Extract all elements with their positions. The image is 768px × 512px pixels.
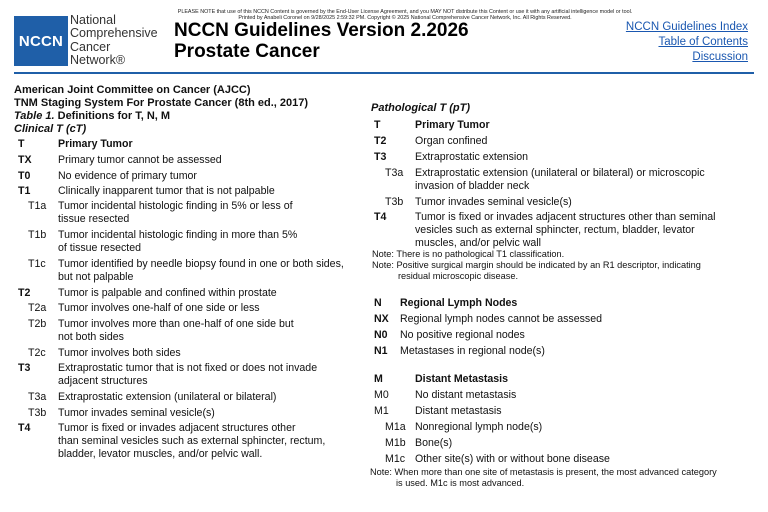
desc-cell: Distant metastasis — [415, 405, 502, 417]
code-cell: T2 — [18, 287, 31, 299]
desc-cell: Bone(s) — [415, 437, 453, 449]
desc-line: but not palpable — [58, 271, 134, 283]
desc-cell: Regional lymph nodes cannot be assessed — [400, 313, 603, 325]
desc-cell: No evidence of primary tumor — [58, 170, 197, 182]
desc-cell: Regional Lymph Nodes — [400, 297, 518, 309]
desc-cell: No distant metastasis — [415, 389, 517, 401]
logo-line: National — [70, 13, 116, 27]
table-row — [374, 373, 508, 386]
table-row — [28, 407, 363, 420]
code-cell: T2a — [28, 302, 47, 314]
code-cell: T1c — [28, 258, 46, 270]
pathological-t-title: Pathological T (pT) — [371, 102, 470, 114]
desc-line: Extraprostatic tumor that is not fixed or does not invade — [58, 362, 318, 374]
code-cell: T1a — [28, 200, 47, 212]
table-row — [28, 391, 363, 404]
desc-line: than seminal vesicles such as external sphincter, rectum, — [58, 435, 326, 447]
discussion-link[interactable]: Discussion — [692, 51, 748, 63]
desc-line: of tissue resected — [58, 242, 142, 254]
desc-cell — [58, 258, 368, 284]
desc-cell: Tumor involves both sides — [58, 347, 181, 359]
clinical-t-title: Clinical T (cT) — [14, 123, 87, 135]
desc-cell: Primary Tumor — [415, 119, 490, 131]
table-row — [28, 318, 363, 344]
desc-cell — [58, 422, 363, 461]
code-cell: T0 — [18, 170, 31, 182]
code-cell: T — [374, 119, 381, 131]
desc-cell: Primary Tumor — [58, 138, 133, 150]
page-title — [174, 20, 469, 62]
desc-cell: Clinically inapparent tumor that is not palpable — [58, 185, 275, 197]
code-cell: TX — [18, 154, 32, 166]
note-line: is used. M1c is most advanced. — [396, 478, 525, 488]
logo-line: Comprehensive — [70, 26, 158, 41]
code-cell: T2b — [28, 318, 47, 330]
table-row — [28, 200, 363, 226]
code-cell: N — [374, 297, 382, 309]
code-cell: NX — [374, 313, 389, 325]
table-row — [385, 421, 760, 434]
desc-line: Tumor involves more than one-half of one side but — [58, 318, 294, 330]
ajcc-title: American Joint Committee on Cancer (AJCC) — [14, 84, 251, 96]
desc-cell — [415, 211, 759, 250]
table-row — [28, 229, 363, 255]
desc-cell: Organ confined — [415, 135, 488, 147]
desc-cell: Distant Metastasis — [415, 373, 509, 385]
desc-cell — [58, 200, 363, 226]
table-title: Definitions for T, N, M — [54, 110, 171, 122]
desc-cell: Extraprostatic extension (unilateral or bilateral) — [58, 391, 277, 403]
desc-cell: Tumor invades seminal vesicle(s) — [415, 196, 572, 208]
desc-line: adjacent structures — [58, 375, 148, 387]
desc-line: Tumor is fixed or invades adjacent structures other than seminal — [415, 211, 716, 223]
table-row — [385, 196, 755, 209]
nccn-logo-text — [70, 14, 158, 67]
code-cell: T3 — [18, 362, 31, 374]
nccn-logo — [14, 16, 68, 66]
note-line: Note: There is no pathological T1 classification. — [372, 249, 565, 259]
code-cell: T1 — [18, 185, 31, 197]
code-cell: T3a — [28, 391, 47, 403]
desc-cell: Nonregional lymph node(s) — [415, 421, 543, 433]
table-row — [18, 287, 363, 300]
table-row — [374, 151, 754, 164]
table-row — [18, 185, 363, 198]
code-cell: N0 — [374, 329, 388, 341]
guideline-nav — [626, 20, 748, 65]
desc-cell — [58, 318, 363, 344]
code-cell: T4 — [18, 422, 31, 434]
table-row — [374, 313, 754, 326]
header-divider — [14, 72, 754, 74]
code-cell: T2c — [28, 347, 46, 359]
desc-cell: Tumor is palpable and confined within prostate — [58, 287, 277, 299]
desc-line: Tumor is fixed or invades adjacent structures other — [58, 422, 296, 434]
table-row — [374, 329, 754, 342]
pathological-note — [372, 249, 701, 282]
desc-cell: Tumor involves one-half of one side or less — [58, 302, 260, 314]
desc-cell: No positive regional nodes — [400, 329, 525, 341]
desc-cell: Extraprostatic extension — [415, 151, 529, 163]
desc-line: Tumor identified by needle biopsy found in one or both sides, — [58, 258, 344, 270]
table-row — [18, 138, 133, 151]
table-caption — [14, 110, 308, 123]
desc-cell: Metastases in regional node(s) — [400, 345, 545, 357]
code-cell: M1 — [374, 405, 389, 417]
table-label: Table 1. — [14, 110, 55, 122]
code-cell: T2 — [374, 135, 387, 147]
title-line2: Prostate Cancer — [174, 41, 320, 62]
desc-cell — [415, 167, 760, 193]
code-cell: T3 — [374, 151, 387, 163]
desc-line: Extraprostatic extension (unilateral or bilateral) or microscopic — [415, 167, 705, 179]
table-row — [18, 422, 363, 461]
logo-line: Cancer — [70, 39, 111, 54]
code-cell: T3a — [385, 167, 404, 179]
desc-cell: Tumor invades seminal vesicle(s) — [58, 407, 215, 419]
table-row — [374, 297, 517, 310]
table-row — [28, 258, 368, 284]
table-row — [18, 362, 363, 388]
table-of-contents-link[interactable]: Table of Contents — [658, 36, 748, 48]
desc-line: tissue resected — [58, 213, 130, 225]
table-row — [18, 170, 363, 183]
guidelines-index-link[interactable]: NCCN Guidelines Index — [625, 21, 748, 33]
table-row — [374, 211, 759, 250]
code-cell: T3b — [385, 196, 404, 208]
title-line1: NCCN Guidelines Version 2.2026 — [174, 20, 469, 41]
metastasis-note — [370, 467, 717, 489]
desc-cell: Primary tumor cannot be assessed — [58, 154, 222, 166]
desc-line: invasion of bladder neck — [415, 180, 530, 192]
code-cell: T3b — [28, 407, 47, 419]
table-row — [374, 405, 754, 418]
table-row — [374, 135, 754, 148]
desc-line: vesicles such as external sphincter, rectum, bladder, levator — [415, 224, 695, 236]
table-row — [374, 119, 490, 132]
note-line: Note: Positive surgical margin should be indicated by an R1 descriptor, indicating — [372, 260, 701, 270]
desc-line: Tumor incidental histologic finding in more than 5% — [58, 229, 298, 241]
table-row — [28, 347, 363, 360]
desc-line: Tumor incidental histologic finding in 5% or less of — [58, 200, 293, 212]
nccn-logo-abbr: NCCN — [18, 32, 64, 50]
desc-line: not both sides — [58, 331, 124, 343]
code-cell: T — [18, 138, 25, 150]
table-row — [385, 453, 760, 466]
code-cell: M0 — [374, 389, 389, 401]
desc-line: bladder, levator muscles, and/or pelvic wall. — [58, 448, 263, 460]
table-row — [374, 345, 754, 358]
desc-cell: Other site(s) with or without bone disease — [415, 453, 610, 465]
desc-cell — [58, 229, 363, 255]
code-cell: N1 — [374, 345, 388, 357]
table-row — [18, 154, 363, 167]
code-cell: M — [374, 373, 383, 385]
table-row — [385, 167, 760, 193]
code-cell: M1a — [385, 421, 406, 433]
desc-line: muscles, and/or pelvic wall — [415, 237, 541, 249]
note-line: residual microscopic disease. — [398, 271, 518, 281]
code-cell: T1b — [28, 229, 47, 241]
license-notice-line2: Printed by Anabeli Coronel on 9/28/2025 2:59:32 PM. Copyright © 2025 National Comprehensive Cancer Network, Inc. All Rights Reserved. — [238, 15, 572, 22]
table-row — [385, 437, 760, 450]
table-row — [374, 389, 754, 402]
logo-line: Network® — [70, 52, 126, 67]
desc-cell — [58, 362, 363, 388]
ajcc-header — [14, 84, 308, 136]
code-cell: M1c — [385, 453, 406, 465]
table-row — [28, 302, 363, 315]
note-line: Note: When more than one site of metastasis is present, the most advanced category — [370, 467, 717, 477]
license-notice-line1: PLEASE NOTE that use of this NCCN Content is governed by the End-User License Agreement, and you MAY NOT distribute this Content or use it with any artificial intelligence model or tool. — [177, 9, 633, 15]
code-cell: T4 — [374, 211, 387, 223]
code-cell: M1b — [385, 437, 406, 449]
tnm-title: TNM Staging System For Prostate Cancer (8th ed., 2017) — [14, 97, 309, 109]
